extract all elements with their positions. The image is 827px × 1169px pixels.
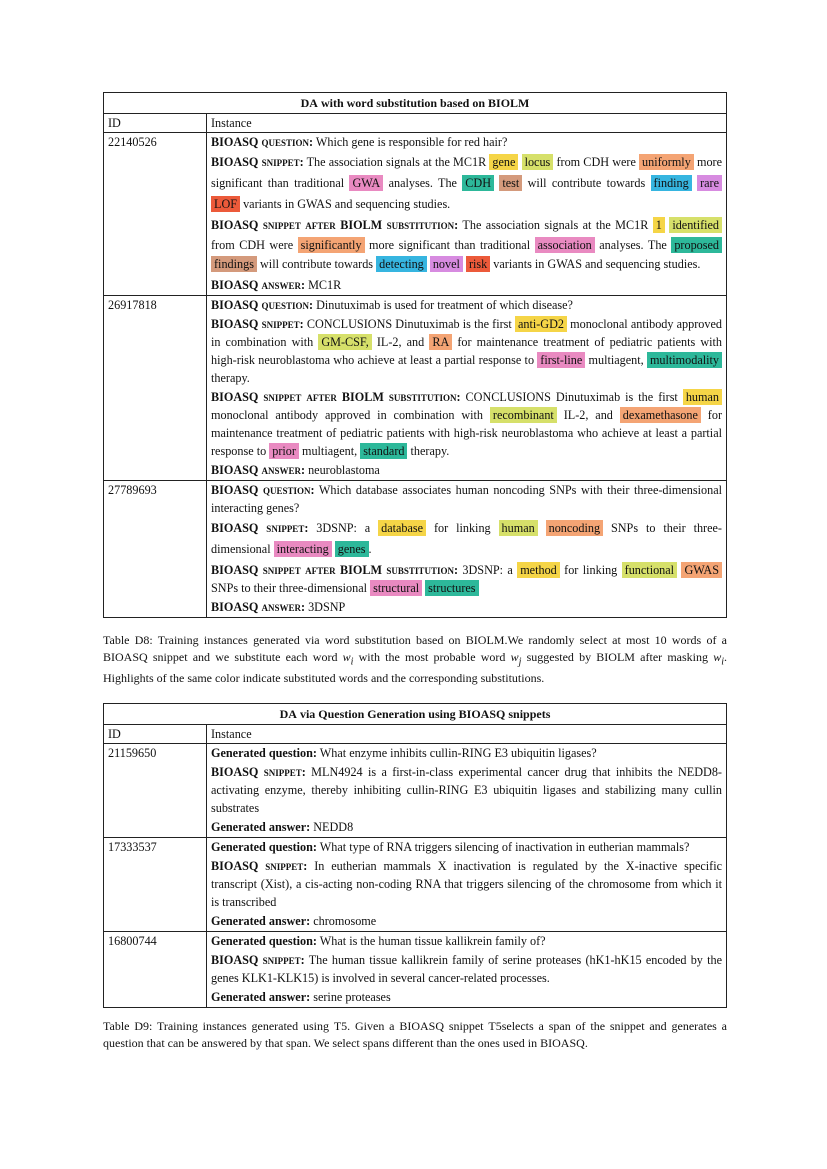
highlight: human — [499, 520, 538, 536]
row-instance — [207, 932, 727, 1008]
table-row — [104, 932, 727, 1008]
table-row — [104, 480, 727, 617]
question-line: BIOASQ question: Dinutuximab is used for treatment of which disease? — [211, 297, 573, 312]
row-instance — [207, 480, 727, 617]
highlight: uniformly — [639, 154, 694, 170]
answer-line: BIOASQ answer: neuroblastoma — [211, 462, 380, 477]
answer-line: Generated answer: NEDD8 — [211, 820, 354, 834]
highlight: significantly — [298, 237, 365, 253]
col-header-id: ID — [104, 114, 207, 133]
highlight: finding — [651, 175, 692, 191]
highlight: GM-CSF, — [318, 334, 371, 350]
highlight: structural — [370, 580, 422, 596]
table-row — [104, 744, 727, 838]
highlight: structures — [425, 580, 478, 596]
highlight: test — [499, 175, 522, 191]
caption-d8: Table D8: Training instances generated via word substitution based on BIOLM.We randomly select at most 10 words of a BIOASQ snippet and we substitute each word $w_i$ with the most probable word $w_j$ suggested by BIOLM after masking $w_i$. Highlights of the same color indicate substituted words and the corresponding substitutions. — [103, 633, 728, 686]
highlight: method — [517, 562, 560, 578]
answer-line: Generated answer: chromosome — [211, 914, 377, 928]
highlight: anti-GD2 — [515, 316, 567, 332]
table-row — [104, 838, 727, 932]
highlight: detecting — [376, 256, 427, 272]
table-d8 — [103, 92, 727, 618]
highlight: rare — [697, 175, 722, 191]
col-header-id: ID — [104, 725, 207, 744]
row-id: 16800744 — [104, 932, 207, 1008]
table-d9 — [103, 703, 727, 1008]
highlight: CDH — [462, 175, 494, 191]
highlight: database — [378, 520, 426, 536]
snippet-after-line: BIOASQ snippet after BIOLM substitution: 3DSNP: a method for linking functional GWAS SNPs to their three-dimensional structural structures — [211, 561, 722, 597]
highlight: standard — [360, 443, 407, 459]
snippet-line: BIOASQ snippet: The human tissue kallikrein family of serine proteases (hK1-hK15 encoded by the genes KLK1-KLK15) is involved in several cancer-related processes. — [211, 953, 722, 985]
highlight: LOF — [211, 196, 240, 212]
snippet-line: BIOASQ snippet: In eutherian mammals X inactivation is regulated by the X-inactive specific transcript (Xist), a cis-acting non-coding RNA that triggers silencing of the chromosome from which it is transcribed — [211, 859, 723, 909]
question-line: Generated question: What is the human tissue kallikrein family of? — [211, 934, 546, 948]
highlight: proposed — [671, 237, 722, 253]
row-instance — [207, 744, 727, 838]
highlight: gene — [489, 154, 518, 170]
highlight: noncoding — [546, 520, 603, 536]
snippet-after-line: BIOASQ snippet after BIOLM substitution: The association signals at the MC1R 1 identified from CDH were significantly more significant than traditional association analyses. The proposed findings will contribute towards detecting novel risk variants in GWAS and sequencing studies. — [211, 216, 722, 275]
table-row — [104, 295, 727, 480]
table-row — [104, 133, 727, 296]
row-instance — [207, 295, 727, 480]
highlight: novel — [430, 256, 463, 272]
snippet-after-line: BIOASQ snippet after BIOLM substitution: CONCLUSIONS Dinutuximab is the first human monoclonal antibody approved in combination with recombinant IL-2, and dexamethasone for maintenance treatment of pediatric patients with high-risk neuroblastoma who achieve at least a partial response to prior multiagent, standard therapy. — [211, 389, 722, 458]
row-id: 21159650 — [104, 744, 207, 838]
question-line: BIOASQ question: Which database associates human noncoding SNPs with their three-dimensional interacting genes? — [211, 482, 723, 515]
row-id: 22140526 — [104, 133, 207, 296]
highlight: GWAS — [681, 562, 722, 578]
highlight: recombinant — [490, 407, 557, 423]
highlight: multimodality — [647, 352, 722, 368]
question-line: Generated question: What type of RNA triggers silencing of inactivation in eutherian mammals? — [211, 840, 690, 854]
highlight: human — [683, 389, 722, 405]
highlight: findings — [211, 256, 257, 272]
highlight: locus — [522, 154, 554, 170]
snippet-line: BIOASQ snippet: MLN4924 is a first-in-class experimental cancer drug that inhibits the NEDD8-activating enzyme, thereby inhibiting cullin-RING E3 ubiquitin ligases and stabilizing many cullin substrates — [211, 765, 722, 815]
highlight: association — [535, 237, 595, 253]
highlight: identified — [669, 217, 722, 233]
question-line: Generated question: What enzyme inhibits cullin-RING E3 ubiquitin ligases? — [211, 746, 597, 760]
highlight: 1 — [653, 217, 665, 233]
row-id: 26917818 — [104, 295, 207, 480]
answer-line: Generated answer: serine proteases — [211, 990, 391, 1004]
row-instance — [207, 133, 727, 296]
highlight: GWA — [349, 175, 383, 191]
col-header-instance: Instance — [207, 114, 727, 133]
snippet-line: BIOASQ snippet: CONCLUSIONS Dinutuximab is the first anti-GD2 monoclonal antibody approved in combination with GM-CSF, IL-2, and RA for maintenance treatment of pediatric patients with high-risk neuroblastoma who achieve at least a partial response to first-line multiagent, multimodality therapy. — [211, 316, 722, 385]
highlight: genes — [335, 541, 369, 557]
col-header-instance: Instance — [207, 725, 727, 744]
highlight: interacting — [274, 541, 332, 557]
table-d9-title: DA via Question Generation using BIOASQ snippets — [104, 704, 727, 725]
question-line: BIOASQ question: Which gene is responsible for red hair? — [211, 135, 508, 149]
snippet-line: BIOASQ snippet: The association signals at the MC1R gene locus from CDH were uniformly more significant than traditional GWA analyses. The CDH test will contribute towards finding rare LOF variants in GWAS and sequencing studies. — [211, 155, 722, 211]
highlight: dexamethasone — [620, 407, 701, 423]
highlight: RA — [429, 334, 452, 350]
highlight: prior — [269, 443, 299, 459]
row-id: 27789693 — [104, 480, 207, 617]
row-instance — [207, 838, 727, 932]
row-id: 17333537 — [104, 838, 207, 932]
table-d8-title: DA with word substitution based on BIOLM — [104, 93, 727, 114]
answer-line: BIOASQ answer: 3DSNP — [211, 599, 346, 614]
highlight: first-line — [537, 352, 585, 368]
highlight: functional — [622, 562, 677, 578]
highlight: risk — [466, 256, 490, 272]
snippet-line: BIOASQ snippet: 3DSNP: a database for linking human noncoding SNPs to their three-dimensional interacting genes . — [211, 520, 722, 556]
caption-d9: Table D9: Training instances generated using T5. Given a BIOASQ snippet T5selects a span of the snippet and generates a question that can be answered by that span. We select spans different than the ones used in BIOASQ. — [103, 1019, 727, 1050]
answer-line: BIOASQ answer: MC1R — [211, 277, 342, 292]
